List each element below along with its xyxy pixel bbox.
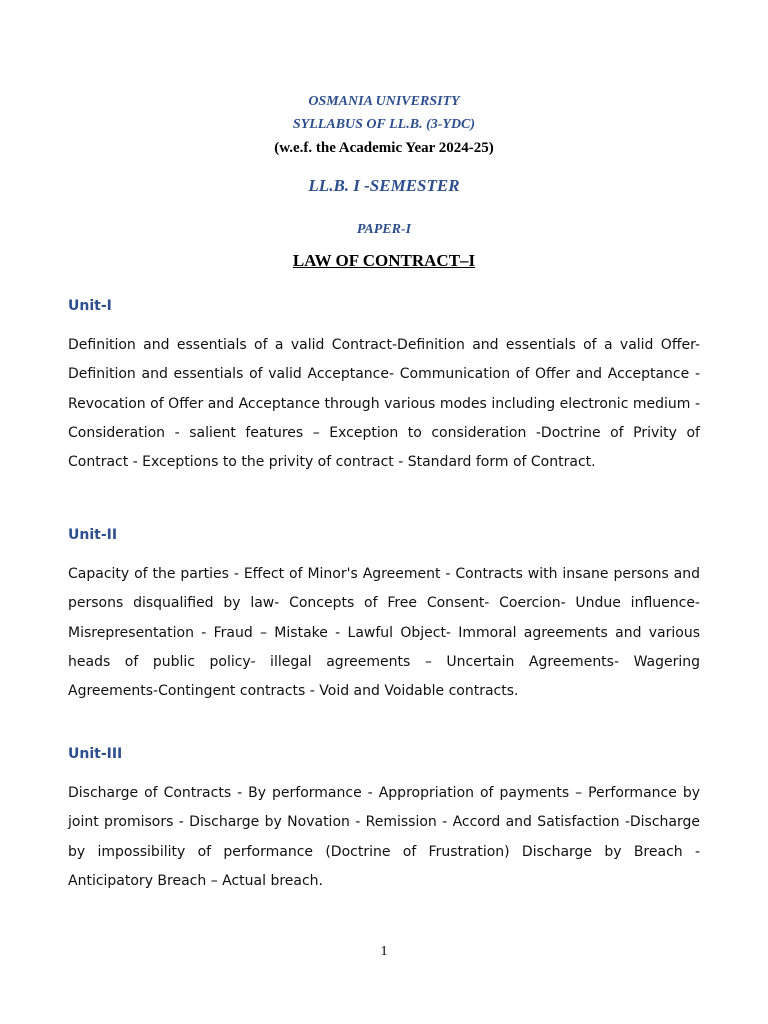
syllabus-title: SYLLABUS OF LL.B. (3-YDC) (292, 117, 476, 132)
unit-2-content: Capacity of the parties - Effect of Minor's Agreement - Contracts with insane persons and persons disqualified by law- Concepts of Free Consent- Coercion- Undue influence- Misrepresentation - Fraud – Mistake - Lawful Object- Immoral agreements and various heads of public policy- illegal agreements – Uncertain Agreements- Wagering Agreements-Contingent contracts - Void and Voidable contracts. (68, 566, 700, 700)
subject-title: LAW OF CONTRACT–I (292, 251, 476, 270)
unit-1-heading: Unit-I (68, 298, 112, 314)
unit-1-content: Definition and essentials of a valid Contract-Definition and essentials of a valid Offer- Definition and essentials of valid Acceptance- Communication of Offer and Acceptance - Revocation of Offer and Acceptance through various modes including electronic medium - Consideration - salient features – Exception to consideration -Doctrine of Privity of Contract - Exceptions to the privity of contract - Standard form of Contract. (68, 337, 700, 471)
unit-3-heading: Unit-III (68, 746, 123, 762)
unit-2-heading: Unit-II (68, 527, 118, 543)
academic-year: (w.e.f. the Academic Year 2024-25) (274, 140, 494, 156)
semester-title: LL.B. I -SEMESTER (308, 176, 460, 195)
page-number: 1 (380, 944, 388, 959)
university-name: OSMANIA UNIVERSITY (308, 94, 460, 109)
paper-number: PAPER-I (356, 222, 412, 237)
unit-3-content: Discharge of Contracts - By performance - Appropriation of payments – Performance by joint promisors - Discharge by Novation - Remission - Accord and Satisfaction -Discharge by impossibility of performance (Doctrine of Frustration) Discharge by Breach -Anticipatory Breach – Actual breach. (68, 785, 700, 889)
